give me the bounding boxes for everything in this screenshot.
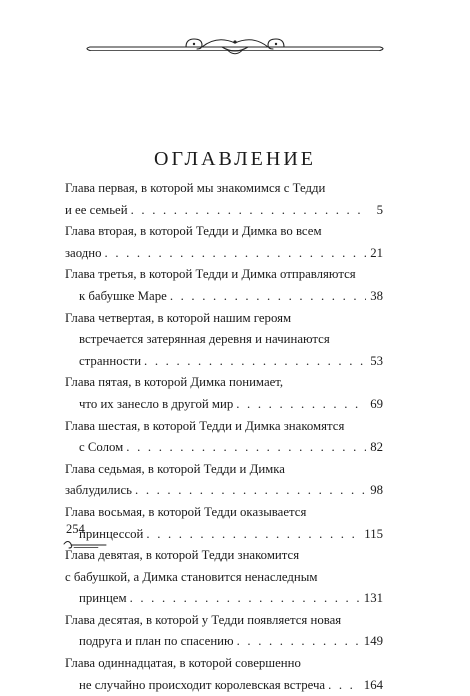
toc-entry-text: что их занесло в другой мир: [79, 396, 234, 411]
dot-leader: [126, 437, 366, 459]
toc-line: [65, 480, 383, 502]
toc-page-number: 98: [370, 483, 383, 498]
page-title: ОГЛАВЛЕНИЕ: [154, 148, 316, 170]
toc-entry-text: Глава пятая, в которой Димка понимает,: [65, 375, 284, 390]
toc-entry-text: к бабушке Маре: [79, 288, 167, 303]
toc-entry-text: Глава десятая, в которой у Тедди появляется новая: [65, 612, 342, 627]
toc-line: [65, 351, 383, 373]
toc-entry-text: подруга и план по спасению: [79, 634, 234, 649]
toc-line: [65, 243, 383, 265]
table-of-contents: [65, 178, 383, 696]
toc-entry-text: с Солом: [79, 440, 124, 455]
toc-line: [65, 264, 383, 286]
toc-line: [65, 502, 383, 524]
page-number: 254: [66, 522, 85, 536]
toc-line: [65, 610, 383, 632]
toc-line: [65, 200, 383, 222]
toc-entry-text: Глава третья, в которой Тедди и Димка отправляются: [65, 267, 356, 282]
toc-entry-text: Глава одиннадцатая, в которой совершенно: [65, 656, 301, 671]
toc-line: [65, 372, 383, 394]
toc-page-number: 82: [370, 440, 383, 455]
toc-line: [65, 524, 383, 546]
toc-page-number: 53: [370, 353, 383, 368]
decorative-flourish-top-icon: [82, 35, 388, 61]
toc-entry-text: Глава шестая, в которой Тедди и Димка знакомятся: [65, 418, 345, 433]
toc-page-number: 164: [363, 677, 383, 692]
toc-line: [65, 437, 383, 459]
toc-entry-text: заодно: [65, 245, 102, 260]
dot-leader: [130, 588, 361, 610]
toc-page-number: 149: [363, 634, 383, 649]
toc-page-number: 5: [376, 202, 383, 217]
dot-leader: [328, 675, 361, 696]
toc-page-number: 115: [364, 526, 383, 541]
toc-line: [65, 308, 383, 330]
toc-entry-text: встречается затерянная деревня и начинаются: [79, 332, 330, 347]
dot-leader: [144, 351, 366, 373]
toc-entry-text: Глава вторая, в которой Тедди и Димка во всем: [65, 224, 322, 239]
dot-leader: [170, 286, 366, 308]
toc-line: [65, 329, 383, 351]
toc-entry-text: и ее семьей: [65, 202, 128, 217]
toc-entry-text: странности: [79, 353, 142, 368]
toc-line: [65, 675, 383, 696]
toc-page-number: 131: [363, 591, 383, 606]
dot-leader: [146, 524, 361, 546]
toc-entry-text: Глава четвертая, в которой нашим героям: [65, 310, 292, 325]
toc-entry-text: с бабушкой, а Димка становится ненаследным: [65, 569, 318, 584]
decorative-flourish-bottom-icon: [62, 538, 108, 552]
dot-leader: [236, 394, 366, 416]
toc-entry-text: заблудились: [65, 483, 133, 498]
toc-line: [65, 459, 383, 481]
toc-entry-text: Глава седьмая, в которой Тедди и Димка: [65, 461, 285, 476]
toc-line: [65, 394, 383, 416]
toc-line: [65, 178, 383, 200]
toc-entry-text: принцем: [79, 591, 127, 606]
dot-leader: [237, 631, 361, 653]
toc-line: [65, 588, 383, 610]
dot-leader: [105, 243, 366, 265]
toc-line: [65, 653, 383, 675]
toc-entry-text: не случайно происходит королевская встреча: [79, 677, 326, 692]
toc-page-number: 69: [370, 396, 383, 411]
dot-leader: [131, 200, 366, 222]
toc-line: [65, 221, 383, 243]
dot-leader: [135, 480, 366, 502]
toc-entry-text: принцессой: [79, 526, 144, 541]
toc-line: [65, 416, 383, 438]
toc-line: [65, 286, 383, 308]
toc-page-number: 21: [370, 245, 383, 260]
toc-entry-text: Глава первая, в которой мы знакомимся с Тедди: [65, 181, 326, 195]
toc-entry-text: Глава восьмая, в которой Тедди оказывается: [65, 504, 307, 519]
toc-page-number: 38: [370, 288, 383, 303]
toc-line: [65, 631, 383, 653]
toc-entry-text: Глава девятая, в которой Тедди знакомится: [65, 548, 300, 563]
toc-line: [65, 545, 383, 567]
